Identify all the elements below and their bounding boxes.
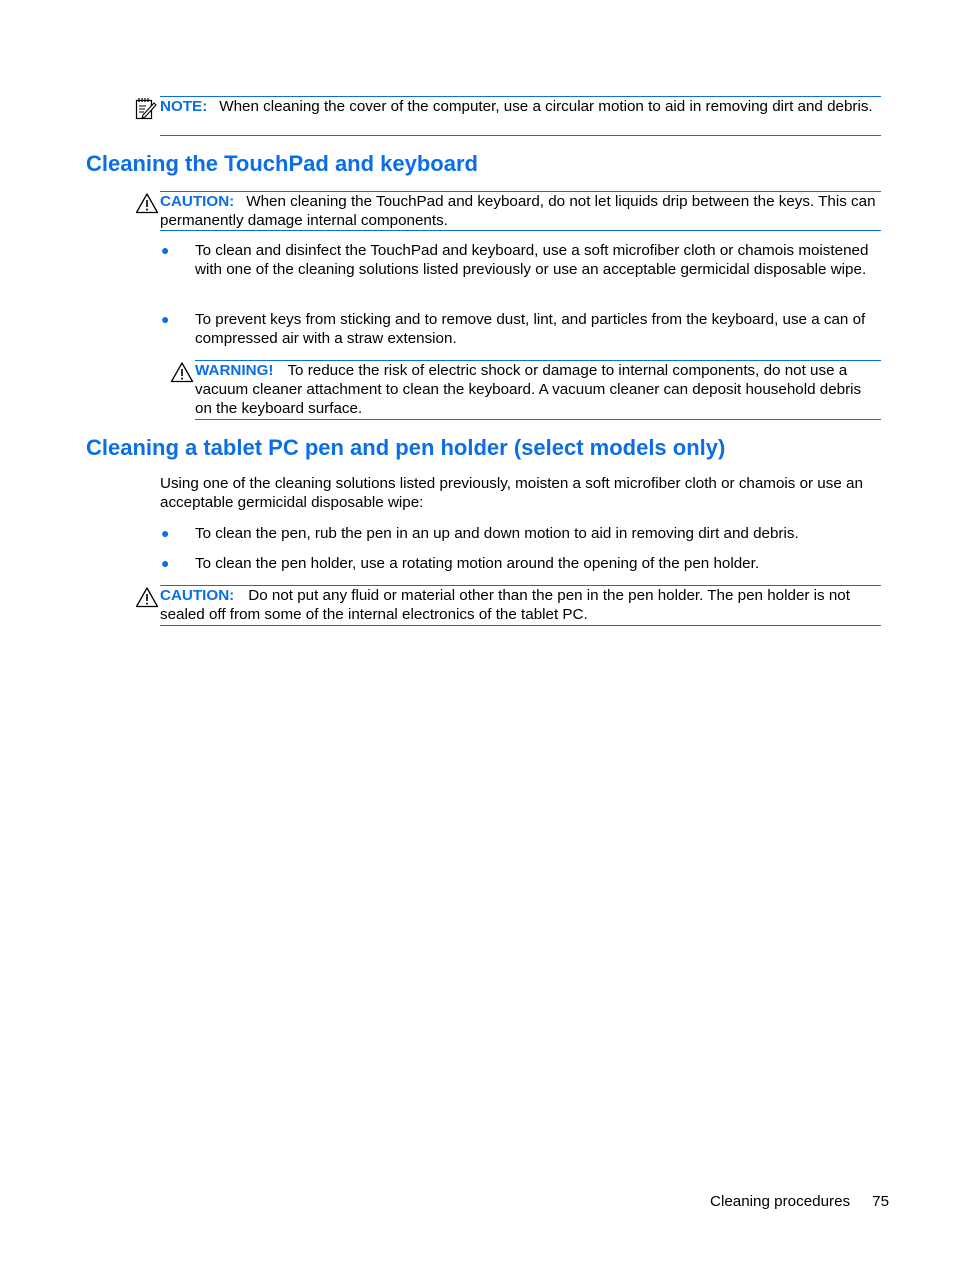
caution-triangle-icon	[135, 192, 159, 219]
bullet-icon: ●	[161, 242, 170, 258]
caution-text: When cleaning the TouchPad and keyboard, do not let liquids drip between the keys. This can permanently damage internal components.	[160, 193, 876, 229]
note-icon	[135, 97, 157, 126]
warning-triangle-icon	[170, 361, 194, 388]
caution-text: Do not put any fluid or material other than the pen in the pen holder. The pen holder is not sealed off from some of the internal electronics of the tablet PC.	[160, 587, 850, 623]
page-footer	[710, 1192, 889, 1211]
section-heading-touchpad-keyboard: Cleaning the TouchPad and keyboard	[86, 151, 478, 176]
intro-paragraph: Using one of the cleaning solutions listed previously, moisten a soft microfiber cloth or chamois or use an acceptable germicidal disposable wipe:	[160, 475, 863, 511]
section-heading-pen-holder: Cleaning a tablet PC pen and pen holder (select models only)	[86, 435, 726, 460]
caution-box-pen-holder	[160, 585, 881, 626]
list-item	[161, 241, 875, 279]
note-text: When cleaning the cover of the computer, use a circular motion to aid in removing dirt and debris.	[219, 98, 873, 115]
caution-triangle-icon	[135, 586, 159, 613]
list-item-text: To clean the pen, rub the pen in an up and down motion to aid in removing dirt and debris.	[195, 525, 799, 542]
note-box	[160, 96, 881, 136]
footer-section-title: Cleaning procedures	[710, 1193, 851, 1210]
caution-box-keyboard	[160, 191, 881, 231]
warning-text: To reduce the risk of electric shock or damage to internal components, do not use a vacuum cleaner attachment to clean the keyboard. A vacuum cleaner can deposit household debris on the keyboard surface.	[195, 362, 862, 417]
warning-label: WARNING!	[195, 362, 274, 379]
bullet-icon: ●	[161, 525, 170, 541]
list-item-text: To prevent keys from sticking and to remove dust, lint, and particles from the keyboard, use a can of compressed air with a straw extension.	[195, 311, 866, 347]
list-item	[161, 554, 875, 573]
list-item-text: To clean and disinfect the TouchPad and keyboard, use a soft microfiber cloth or chamois moistened with one of the cleaning solutions listed previously or use an acceptable germicidal disposable wipe.	[195, 242, 869, 278]
bullet-icon: ●	[161, 555, 170, 571]
list-item	[161, 524, 875, 543]
caution-label: CAUTION:	[160, 587, 235, 604]
list-item	[161, 310, 875, 348]
bullet-icon: ●	[161, 311, 170, 327]
caution-label: CAUTION:	[160, 193, 235, 210]
list-item-text: To clean the pen holder, use a rotating motion around the opening of the pen holder.	[195, 555, 760, 572]
page-number: 75	[872, 1193, 890, 1210]
warning-box	[195, 360, 881, 420]
note-label: NOTE:	[160, 98, 208, 115]
